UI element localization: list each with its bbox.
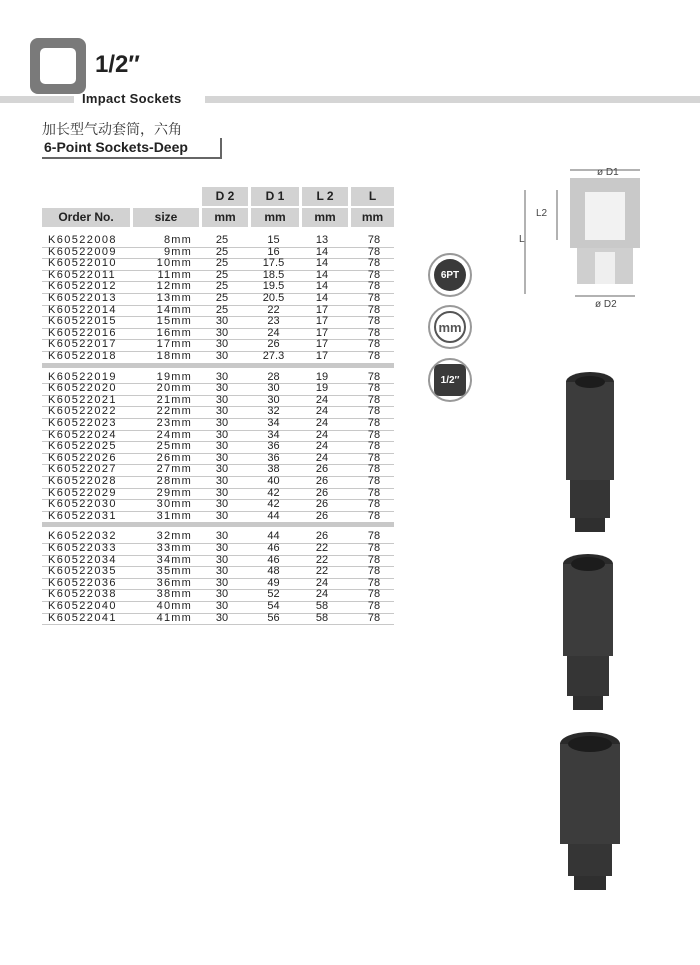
socket-photo-3 bbox=[550, 730, 630, 895]
header-bar-right bbox=[205, 96, 700, 103]
cell-size: 23mm bbox=[156, 417, 192, 429]
l-label: L bbox=[519, 234, 525, 245]
cell-d1: 15 bbox=[267, 234, 280, 246]
cell-d1: 24 bbox=[267, 326, 280, 339]
drive-size-label: 1/2′′ bbox=[440, 374, 460, 386]
cell-d2: 30 bbox=[215, 428, 229, 441]
cell-l: 78 bbox=[367, 234, 381, 246]
cell-size: 35mm bbox=[156, 565, 192, 578]
col-header-l2: L 2 bbox=[302, 187, 348, 206]
cell-d1: 46 bbox=[267, 553, 280, 566]
cell-l2: 26 bbox=[315, 530, 329, 543]
table-row bbox=[42, 351, 394, 364]
cell-size: 12mm bbox=[156, 280, 192, 293]
col-header-d1: D 1 bbox=[251, 187, 299, 206]
cell-size: 27mm bbox=[156, 463, 192, 476]
cell-d1: 19.5 bbox=[262, 280, 285, 293]
cell-order-no: K60522016 bbox=[48, 326, 117, 339]
cell-l2: 17 bbox=[315, 350, 329, 362]
d2-label: ø D2 bbox=[595, 299, 617, 310]
table-row bbox=[42, 613, 394, 626]
cell-l: 78 bbox=[367, 440, 381, 453]
cell-d2: 25 bbox=[215, 268, 229, 281]
logo-inner bbox=[40, 48, 76, 84]
cell-d1: 34 bbox=[267, 428, 280, 441]
cell-l2: 14 bbox=[315, 245, 329, 258]
cell-size: 29mm bbox=[156, 486, 192, 499]
cell-d2: 30 bbox=[215, 382, 229, 395]
cell-d1: 23 bbox=[267, 315, 280, 328]
cell-l: 78 bbox=[367, 245, 381, 258]
cell-d1: 44 bbox=[267, 530, 280, 543]
cell-d1: 20.5 bbox=[262, 292, 285, 304]
cell-order-no: K60522015 bbox=[48, 315, 117, 328]
cell-l2: 26 bbox=[315, 463, 329, 476]
cell-d1: 42 bbox=[267, 486, 280, 499]
cell-order-no: K60522036 bbox=[48, 576, 117, 589]
cell-order-no: K60522022 bbox=[48, 405, 117, 418]
mm-label: mm bbox=[438, 319, 462, 335]
cell-order-no: K60522024 bbox=[48, 428, 117, 441]
cell-order-no: K60522032 bbox=[48, 530, 117, 543]
cell-d1: 40 bbox=[267, 475, 280, 487]
cell-l2: 24 bbox=[315, 588, 329, 601]
cell-l2: 19 bbox=[315, 382, 329, 395]
cell-l: 78 bbox=[367, 393, 381, 406]
cell-l2: 22 bbox=[315, 565, 329, 578]
drive-cavity bbox=[595, 252, 615, 284]
cell-l2: 14 bbox=[315, 257, 329, 270]
cell-d1: 34 bbox=[267, 417, 280, 429]
cell-order-no: K60522040 bbox=[48, 600, 117, 612]
cell-l: 78 bbox=[367, 486, 381, 499]
cell-l2: 17 bbox=[315, 338, 329, 351]
cell-l2: 13 bbox=[315, 234, 329, 246]
cell-d2: 30 bbox=[215, 451, 229, 464]
cell-d1: 26 bbox=[267, 338, 280, 351]
cell-d1: 38 bbox=[267, 463, 280, 476]
group-separator bbox=[42, 364, 394, 368]
cell-order-no: K60522028 bbox=[48, 475, 117, 487]
cell-l2: 14 bbox=[315, 268, 329, 281]
cell-d2: 30 bbox=[215, 315, 229, 328]
cell-order-no: K60522017 bbox=[48, 338, 117, 351]
cell-l2: 26 bbox=[315, 509, 329, 522]
cell-d2: 30 bbox=[215, 405, 229, 418]
cell-d2: 25 bbox=[215, 234, 229, 246]
cell-l: 78 bbox=[367, 475, 381, 487]
cell-l: 78 bbox=[367, 292, 381, 304]
cell-d2: 30 bbox=[215, 393, 229, 406]
cell-d2: 30 bbox=[215, 565, 229, 578]
cell-l2: 26 bbox=[315, 498, 329, 511]
cell-l: 78 bbox=[367, 417, 381, 429]
cell-l2: 24 bbox=[315, 428, 329, 441]
cell-size: 15mm bbox=[156, 315, 192, 328]
cell-size: 31mm bbox=[156, 509, 192, 522]
cell-l: 78 bbox=[367, 280, 381, 293]
header-bar-left bbox=[0, 96, 74, 103]
cell-d1: 49 bbox=[267, 576, 280, 589]
cell-size: 16mm bbox=[156, 326, 192, 339]
product-title-en: 6-Point Sockets-Deep bbox=[42, 138, 222, 159]
cell-l: 78 bbox=[367, 588, 381, 601]
cell-l2: 17 bbox=[315, 326, 329, 339]
mm-badge bbox=[428, 305, 472, 349]
cell-l2: 14 bbox=[315, 292, 329, 304]
cell-order-no: K60522011 bbox=[48, 268, 117, 281]
cell-d2: 30 bbox=[215, 611, 229, 624]
cell-size: 40mm bbox=[156, 600, 192, 612]
cell-l: 78 bbox=[367, 370, 381, 383]
cell-order-no: K60522013 bbox=[48, 292, 117, 304]
cell-size: 19mm bbox=[156, 370, 192, 383]
cell-l2: 58 bbox=[315, 611, 329, 624]
cell-l: 78 bbox=[367, 553, 381, 566]
cell-size: 34mm bbox=[156, 553, 192, 566]
cell-l: 78 bbox=[367, 576, 381, 589]
cell-d1: 48 bbox=[267, 565, 280, 578]
cell-order-no: K60522041 bbox=[48, 611, 117, 624]
cell-d1: 54 bbox=[267, 600, 280, 612]
cell-order-no: K60522027 bbox=[48, 463, 117, 476]
cell-d1: 44 bbox=[267, 509, 280, 522]
cell-order-no: K60522014 bbox=[48, 303, 117, 316]
cell-size: 10mm bbox=[156, 257, 192, 270]
cell-d2: 25 bbox=[215, 280, 229, 293]
cell-l2: 24 bbox=[315, 440, 329, 453]
cell-l2: 26 bbox=[315, 486, 329, 499]
cell-d2: 25 bbox=[215, 257, 229, 270]
cell-size: 18mm bbox=[156, 350, 192, 362]
cell-d1: 36 bbox=[267, 451, 280, 464]
cell-d2: 30 bbox=[215, 530, 229, 543]
cell-order-no: K60522035 bbox=[48, 565, 117, 578]
col-header-size: size bbox=[133, 208, 199, 227]
cell-d1: 27.3 bbox=[262, 350, 285, 362]
socket-photo-1 bbox=[555, 370, 625, 540]
cell-order-no: K60522029 bbox=[48, 486, 117, 499]
cell-d2: 30 bbox=[215, 370, 229, 383]
cell-size: 25mm bbox=[156, 440, 192, 453]
six-point-label: 6PT bbox=[440, 269, 460, 281]
cell-l2: 26 bbox=[315, 475, 329, 487]
d1-label: ø D1 bbox=[597, 167, 619, 178]
cell-size: 21mm bbox=[156, 393, 192, 406]
cell-d2: 30 bbox=[215, 542, 229, 554]
cell-order-no: K60522018 bbox=[48, 350, 117, 362]
cell-d1: 30 bbox=[267, 393, 280, 406]
cell-size: 20mm bbox=[156, 382, 192, 395]
cell-d2: 25 bbox=[215, 245, 229, 258]
cell-size: 26mm bbox=[156, 451, 192, 464]
col-header-order: Order No. bbox=[42, 208, 130, 227]
cell-d2: 30 bbox=[215, 486, 229, 499]
cell-l2: 14 bbox=[315, 280, 329, 293]
cell-size: 24mm bbox=[156, 428, 192, 441]
cell-size: 33mm bbox=[156, 542, 192, 554]
cell-size: 17mm bbox=[156, 338, 192, 351]
cell-order-no: K60522008 bbox=[48, 234, 117, 246]
cell-d2: 30 bbox=[215, 417, 229, 429]
cell-d1: 28 bbox=[267, 370, 280, 383]
cell-d2: 30 bbox=[215, 338, 229, 351]
cell-d1: 22 bbox=[267, 303, 280, 316]
cell-l2: 17 bbox=[315, 303, 329, 316]
cell-l: 78 bbox=[367, 315, 381, 328]
cell-order-no: K60522009 bbox=[48, 245, 117, 258]
section-title: Impact Sockets bbox=[82, 91, 182, 106]
cell-d2: 25 bbox=[215, 292, 229, 304]
cell-d2: 30 bbox=[215, 350, 229, 362]
col-unit-d2: mm bbox=[202, 208, 248, 227]
cell-order-no: K60522038 bbox=[48, 588, 117, 601]
cell-l: 78 bbox=[367, 600, 381, 612]
cell-d1: 46 bbox=[267, 542, 280, 554]
cell-d1: 18.5 bbox=[262, 268, 285, 281]
cell-d2: 30 bbox=[215, 498, 229, 511]
cell-l: 78 bbox=[367, 565, 381, 578]
cell-d2: 30 bbox=[215, 588, 229, 601]
socket-dimension-diagram bbox=[515, 160, 665, 310]
cell-l: 78 bbox=[367, 530, 381, 543]
cell-l2: 24 bbox=[315, 405, 329, 418]
cell-d2: 30 bbox=[215, 326, 229, 339]
cell-l: 78 bbox=[367, 326, 381, 339]
cell-order-no: K60522025 bbox=[48, 440, 117, 453]
cell-l: 78 bbox=[367, 463, 381, 476]
cell-l: 78 bbox=[367, 350, 381, 362]
cell-d1: 56 bbox=[267, 611, 280, 624]
group-separator bbox=[42, 523, 394, 527]
cell-order-no: K60522010 bbox=[48, 257, 117, 270]
cell-d1: 52 bbox=[267, 588, 280, 601]
cell-l: 78 bbox=[367, 509, 381, 522]
cell-l: 78 bbox=[367, 268, 381, 281]
cell-l: 78 bbox=[367, 428, 381, 441]
cell-d2: 30 bbox=[215, 576, 229, 589]
cell-l2: 58 bbox=[315, 600, 329, 612]
table-row bbox=[42, 511, 394, 524]
cell-size: 36mm bbox=[156, 576, 192, 589]
cell-size: 13mm bbox=[156, 292, 192, 304]
cell-l: 78 bbox=[367, 451, 381, 464]
drive-size-title: 1/2′′ bbox=[95, 51, 140, 78]
cell-l: 78 bbox=[367, 542, 381, 554]
cell-order-no: K60522019 bbox=[48, 370, 117, 383]
cell-size: 38mm bbox=[156, 588, 192, 601]
drive-size-badge bbox=[428, 358, 472, 402]
hex-cavity bbox=[585, 192, 625, 240]
cell-d1: 32 bbox=[267, 405, 280, 418]
col-unit-d1: mm bbox=[251, 208, 299, 227]
cell-l2: 22 bbox=[315, 542, 329, 554]
product-title-cn: 加长型气动套筒，六角 bbox=[42, 121, 182, 137]
col-unit-l2: mm bbox=[302, 208, 348, 227]
cell-order-no: K60522012 bbox=[48, 280, 117, 293]
l2-label: L2 bbox=[536, 208, 548, 219]
cell-l2: 17 bbox=[315, 315, 329, 328]
cell-l2: 24 bbox=[315, 417, 329, 429]
cell-d2: 25 bbox=[215, 303, 229, 316]
cell-l: 78 bbox=[367, 257, 381, 270]
six-point-badge bbox=[428, 253, 472, 297]
cell-l2: 22 bbox=[315, 553, 329, 566]
cell-size: 22mm bbox=[156, 405, 192, 418]
col-header-d2: D 2 bbox=[202, 187, 248, 206]
cell-size: 9mm bbox=[163, 245, 192, 258]
cell-d1: 30 bbox=[267, 382, 280, 395]
cell-d1: 17.5 bbox=[262, 257, 285, 270]
cell-size: 14mm bbox=[156, 303, 192, 316]
cell-d1: 36 bbox=[267, 440, 280, 453]
cell-l: 78 bbox=[367, 498, 381, 511]
cell-order-no: K60522033 bbox=[48, 542, 117, 554]
cell-d2: 30 bbox=[215, 463, 229, 476]
cell-d2: 30 bbox=[215, 509, 229, 522]
cell-l2: 19 bbox=[315, 370, 329, 383]
cell-order-no: K60522020 bbox=[48, 382, 117, 395]
cell-l: 78 bbox=[367, 611, 381, 624]
cell-l2: 24 bbox=[315, 451, 329, 464]
cell-d2: 30 bbox=[215, 440, 229, 453]
cell-d1: 16 bbox=[267, 245, 280, 258]
col-unit-l: mm bbox=[351, 208, 394, 227]
cell-size: 8mm bbox=[163, 234, 192, 246]
col-header-l: L bbox=[351, 187, 394, 206]
cell-d2: 30 bbox=[215, 600, 229, 612]
cell-d2: 30 bbox=[215, 475, 229, 487]
cell-order-no: K60522030 bbox=[48, 498, 117, 511]
cell-l2: 24 bbox=[315, 576, 329, 589]
cell-l: 78 bbox=[367, 338, 381, 351]
cell-l: 78 bbox=[367, 405, 381, 418]
cell-size: 41mm bbox=[156, 611, 192, 624]
cell-size: 32mm bbox=[156, 530, 192, 543]
cell-order-no: K60522026 bbox=[48, 451, 117, 464]
cell-order-no: K60522031 bbox=[48, 509, 117, 522]
cell-order-no: K60522034 bbox=[48, 553, 117, 566]
socket-photo-2 bbox=[553, 552, 623, 717]
cell-d2: 30 bbox=[215, 553, 229, 566]
cell-size: 28mm bbox=[156, 475, 192, 487]
cell-l: 78 bbox=[367, 303, 381, 316]
cell-size: 11mm bbox=[157, 268, 192, 281]
cell-d1: 42 bbox=[267, 498, 280, 511]
cell-l2: 24 bbox=[315, 393, 329, 406]
cell-size: 30mm bbox=[156, 498, 192, 511]
cell-order-no: K60522021 bbox=[48, 393, 117, 406]
cell-l: 78 bbox=[367, 382, 381, 395]
cell-order-no: K60522023 bbox=[48, 417, 117, 429]
